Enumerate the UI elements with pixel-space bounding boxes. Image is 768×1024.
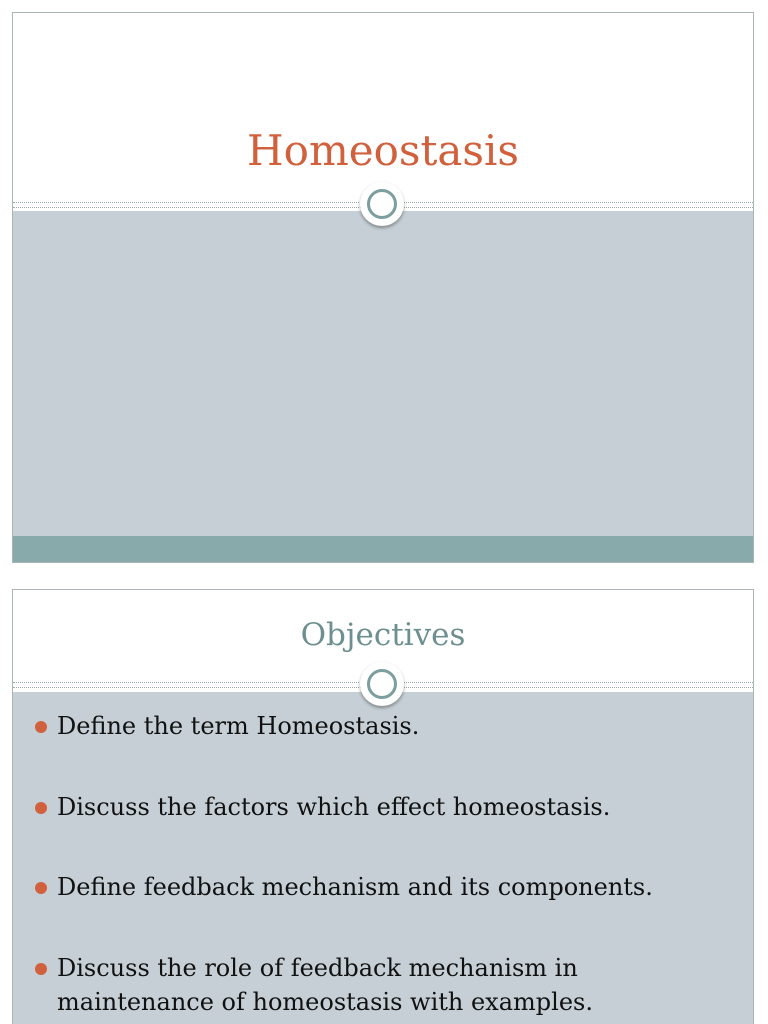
list-item-text: Discuss the role of feedback mechanism in maintenance of homeostasis with examples. bbox=[57, 954, 593, 1016]
title-slide bbox=[12, 12, 754, 563]
slide-footer-band bbox=[13, 536, 753, 562]
list-item-text: Define the term Homeostasis. bbox=[57, 712, 420, 740]
list-item bbox=[35, 951, 725, 1019]
list-item-text: Define feedback mechanism and its components. bbox=[57, 873, 653, 901]
bullet-dot-icon bbox=[35, 882, 47, 894]
slide-title: Homeostasis bbox=[247, 126, 519, 175]
list-item bbox=[35, 870, 725, 904]
ring-ornament-icon bbox=[360, 662, 404, 706]
slide-body-panel bbox=[13, 211, 753, 562]
bullet-dot-icon bbox=[35, 802, 47, 814]
ring-ornament-icon bbox=[360, 182, 404, 226]
bullet-dot-icon bbox=[35, 963, 47, 975]
list-item bbox=[35, 709, 725, 743]
list-item-text: Discuss the factors which effect homeostasis. bbox=[57, 793, 611, 821]
objectives-slide bbox=[12, 589, 754, 1024]
bullet-dot-icon bbox=[35, 721, 47, 733]
list-item bbox=[35, 790, 725, 824]
slide-title: Objectives bbox=[300, 617, 466, 653]
